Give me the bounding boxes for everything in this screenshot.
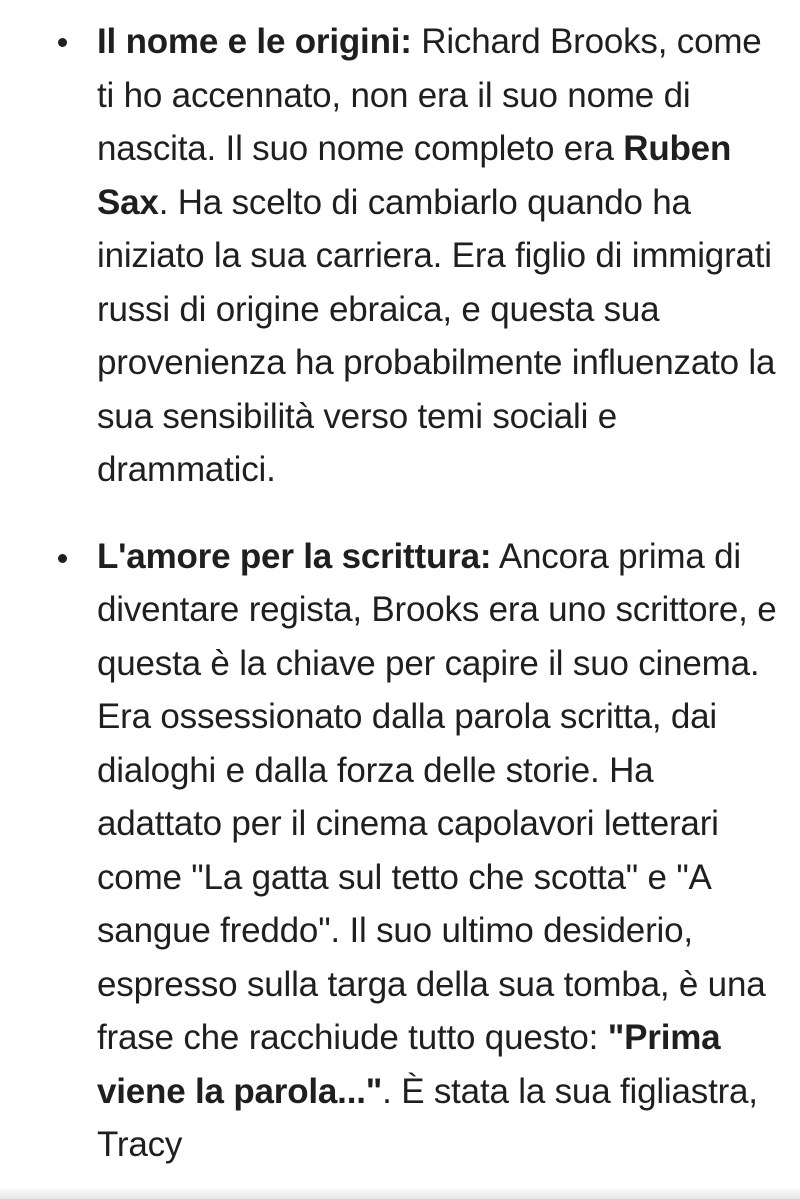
bullet-icon — [58, 554, 67, 563]
bottom-scroll-fade — [0, 1187, 800, 1199]
item-bold-quote: "Prima viene la parola..." — [97, 1018, 721, 1111]
list-item-writing — [0, 530, 800, 1172]
item-bold-name: Ruben Sax — [97, 129, 732, 222]
item-text: Ancora prima di diventare regista, Brooks era uno scrittore, e questa è la chiave per capire il suo cinema. Era ossessionato dalla parola scritta, dai dialoghi e dalla forza delle storie. Ha adattato per il cinema capolavori letterari come "La gatta sul tetto che scotta" e "A sangue freddo". Il suo ultimo desiderio, espresso sulla targa della sua tomba, è una frase che racchiude tutto questo: — [97, 536, 777, 1057]
bullet-icon — [58, 38, 67, 47]
item-heading: L'amore per la scrittura: — [97, 536, 492, 576]
item-text: . Ha scelto di cambiarlo quando ha iniziato la sua carriera. Era figlio di immigrati russi di origine ebraica, e questa sua provenienza ha probabilmente influenzato la sua sensibilità verso temi sociali e drammatici. — [97, 182, 776, 489]
item-text: Richard Brooks, come ti ho accennato, non era il suo nome di nascita. Il suo nome completo era — [97, 22, 762, 168]
item-heading: Il nome e le origini: — [97, 22, 412, 61]
item-text: . È stata la sua figliastra, Tracy — [97, 1071, 758, 1164]
list-item-origins — [0, 0, 800, 497]
